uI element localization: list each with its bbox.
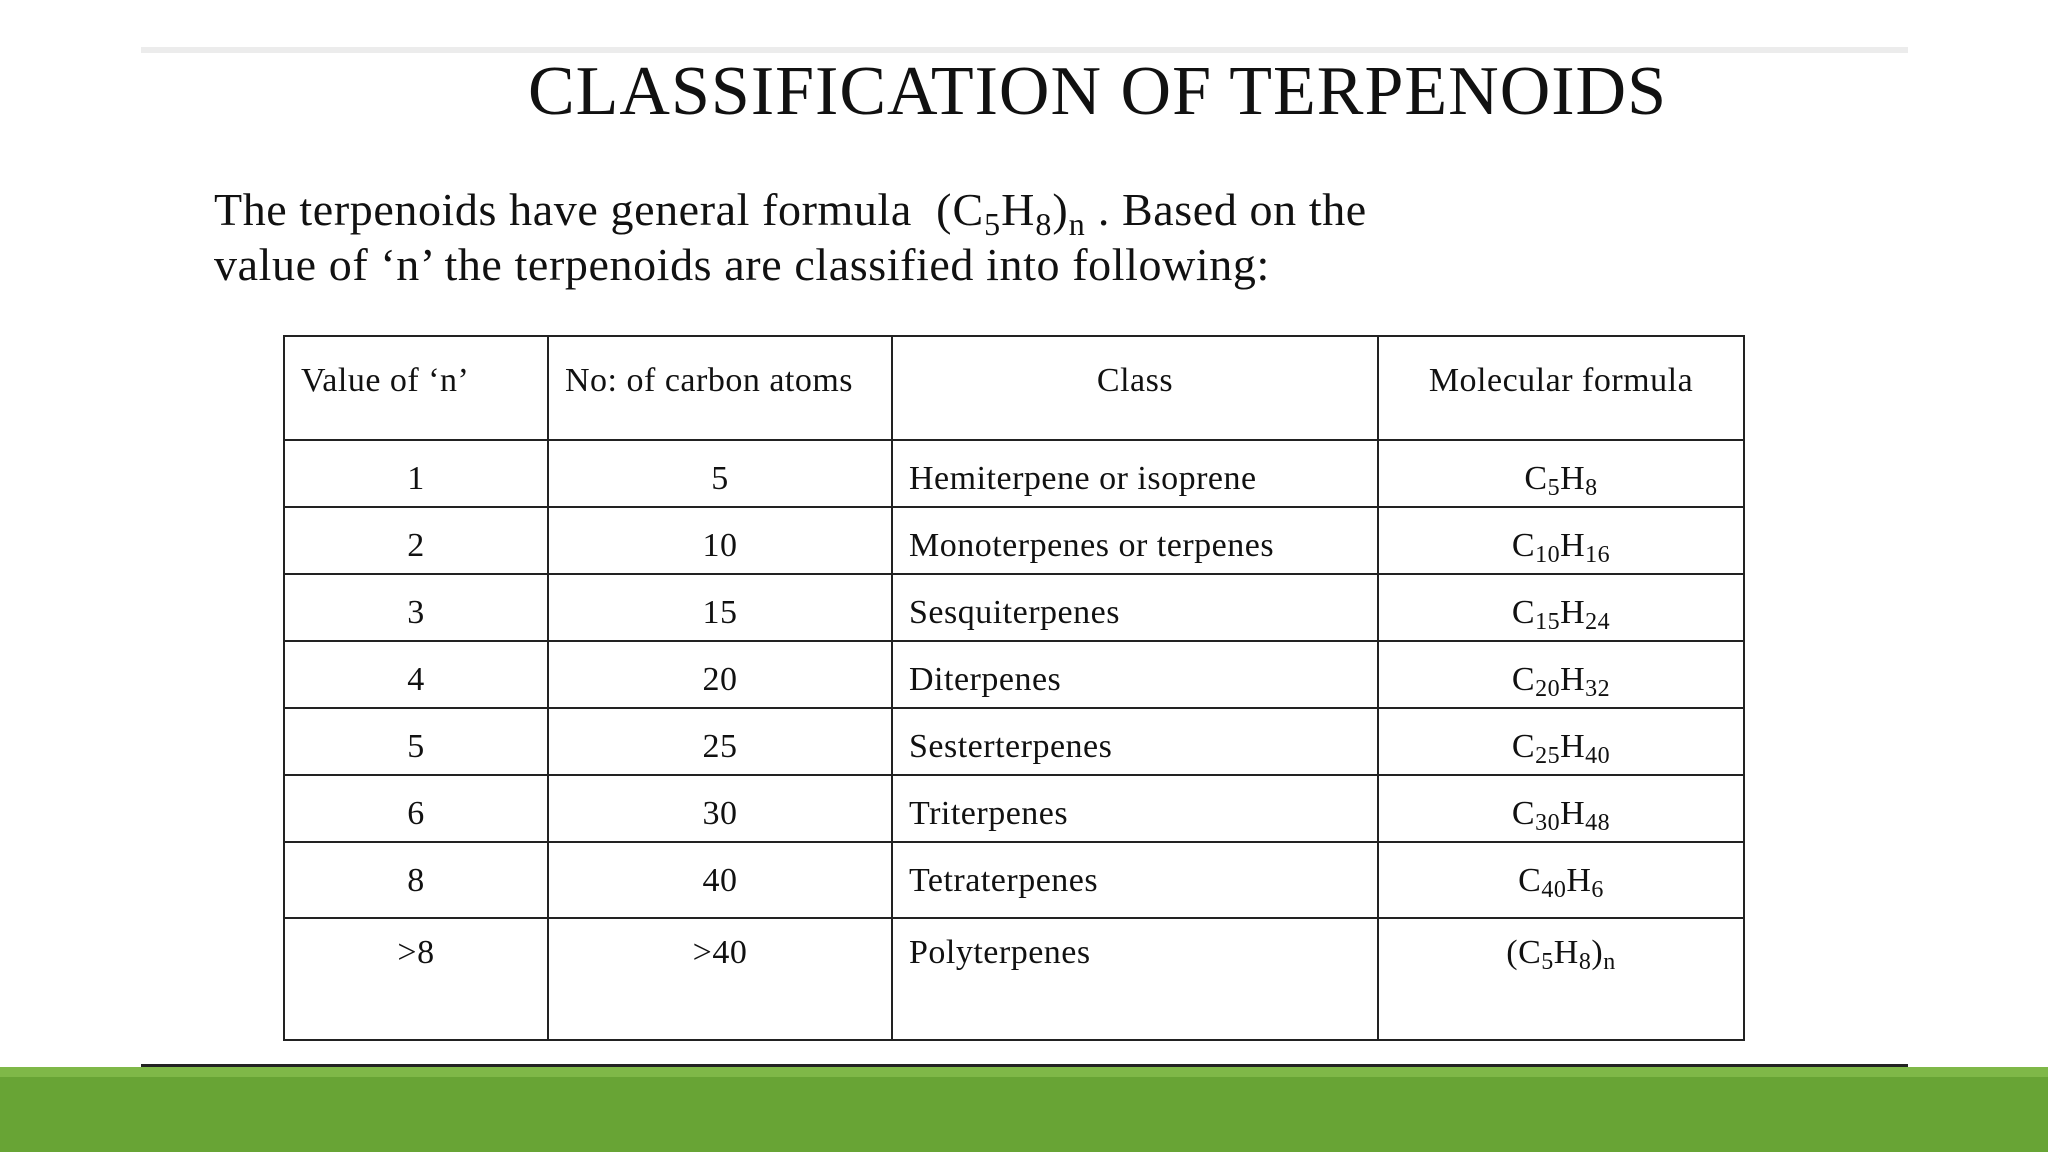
formula-subscript: 8	[1578, 949, 1592, 975]
cell-molecular-formula	[1378, 440, 1744, 507]
cell-value-of-n: 5	[284, 708, 548, 775]
formula-subscript: 10	[1535, 542, 1561, 568]
header-molecular-formula: Molecular formula	[1378, 336, 1744, 440]
formula-element: H	[1566, 862, 1592, 899]
formula-subscript: 5	[1541, 949, 1554, 975]
formula-element: C	[1518, 862, 1542, 899]
formula-subscript: 30	[1535, 810, 1561, 836]
cell-class: Polyterpenes	[892, 918, 1378, 1040]
formula-subscript: 40	[1585, 743, 1611, 769]
table-header-row	[284, 336, 1744, 440]
header-value-of-n: Value of ‘n’	[284, 336, 548, 440]
formula-subscript: 6	[1591, 877, 1604, 903]
formula-subscript: 15	[1535, 609, 1561, 635]
table-row	[284, 708, 1744, 775]
formula-element: C	[1511, 795, 1536, 832]
formula-subscript: 5	[984, 206, 1002, 242]
cell-molecular-formula	[1378, 918, 1744, 1040]
formula-element: )	[1591, 934, 1604, 971]
table-row	[284, 440, 1744, 507]
formula-element: C	[1524, 460, 1548, 497]
formula-subscript: 40	[1541, 877, 1567, 903]
cell-class: Triterpenes	[892, 775, 1378, 842]
cell-class: Tetraterpenes	[892, 842, 1378, 918]
formula-element: H	[1560, 527, 1586, 564]
formula-subscript: n	[1603, 949, 1616, 975]
formula-part: )	[1052, 184, 1069, 235]
slide-title: CLASSIFICATION OF TERPENOIDS	[527, 53, 1668, 130]
table-row	[284, 918, 1744, 1040]
formula-element: C	[1511, 728, 1536, 765]
cell-molecular-formula	[1378, 574, 1744, 641]
intro-paragraph	[214, 182, 1814, 292]
cell-carbon-atoms: >40	[548, 918, 892, 1040]
formula-element: (C	[1506, 934, 1542, 971]
cell-class: Diterpenes	[892, 641, 1378, 708]
classification-table	[283, 335, 1745, 1041]
cell-molecular-formula	[1378, 842, 1744, 918]
cell-class: Sesquiterpenes	[892, 574, 1378, 641]
cell-carbon-atoms: 10	[548, 507, 892, 574]
cell-value-of-n: 8	[284, 842, 548, 918]
intro-text-before: The terpenoids have general formula	[214, 184, 912, 235]
cell-molecular-formula	[1378, 708, 1744, 775]
formula-element: H	[1560, 661, 1586, 698]
intro-line-2: value of ‘n’ the terpenoids are classified into following:	[214, 239, 1270, 290]
formula-element: H	[1553, 934, 1579, 971]
footer-green-band	[0, 1067, 2048, 1152]
table-row	[284, 507, 1744, 574]
table-row	[284, 842, 1744, 918]
formula-subscript: 32	[1585, 676, 1611, 702]
formula-subscript: 16	[1585, 542, 1611, 568]
cell-value-of-n: 3	[284, 574, 548, 641]
cell-value-of-n: 6	[284, 775, 548, 842]
formula-element: H	[1560, 795, 1586, 832]
cell-class: Sesterterpenes	[892, 708, 1378, 775]
table-body	[284, 440, 1744, 1040]
formula-subscript: 48	[1585, 810, 1611, 836]
cell-carbon-atoms: 30	[548, 775, 892, 842]
cell-molecular-formula	[1378, 641, 1744, 708]
formula-subscript: 25	[1535, 743, 1561, 769]
cell-carbon-atoms: 15	[548, 574, 892, 641]
formula-subscript: 20	[1535, 676, 1561, 702]
intro-line-1	[214, 182, 1814, 242]
header-carbon-atoms: No: of carbon atoms	[548, 336, 892, 440]
cell-class: Hemiterpene or isoprene	[892, 440, 1378, 507]
classification-table-wrapper	[283, 335, 1745, 1041]
header-class: Class	[892, 336, 1378, 440]
table-row	[284, 641, 1744, 708]
formula-part: (C	[936, 184, 985, 235]
cell-value-of-n: 4	[284, 641, 548, 708]
cell-molecular-formula	[1378, 775, 1744, 842]
formula-subscript: n	[1068, 206, 1086, 242]
formula-element: C	[1511, 527, 1536, 564]
formula-element: H	[1560, 460, 1586, 497]
formula-subscript: 8	[1585, 475, 1598, 501]
general-formula	[936, 184, 1086, 242]
formula-part: H	[1001, 184, 1036, 235]
cell-class: Monoterpenes or terpenes	[892, 507, 1378, 574]
formula-element: C	[1511, 594, 1536, 631]
cell-value-of-n: 1	[284, 440, 548, 507]
footer-band-edge	[0, 1067, 2048, 1077]
cell-value-of-n: 2	[284, 507, 548, 574]
table-row	[284, 574, 1744, 641]
cell-carbon-atoms: 25	[548, 708, 892, 775]
cell-carbon-atoms: 5	[548, 440, 892, 507]
formula-element: C	[1511, 661, 1536, 698]
formula-subscript: 8	[1035, 206, 1053, 242]
formula-element: H	[1560, 728, 1586, 765]
cell-value-of-n: >8	[284, 918, 548, 1040]
cell-molecular-formula	[1378, 507, 1744, 574]
cell-carbon-atoms: 20	[548, 641, 892, 708]
table-row	[284, 775, 1744, 842]
cell-carbon-atoms: 40	[548, 842, 892, 918]
intro-text-after: . Based on the	[1097, 184, 1367, 235]
formula-subscript: 5	[1547, 475, 1561, 501]
formula-element: H	[1560, 594, 1586, 631]
formula-subscript: 24	[1585, 609, 1611, 635]
